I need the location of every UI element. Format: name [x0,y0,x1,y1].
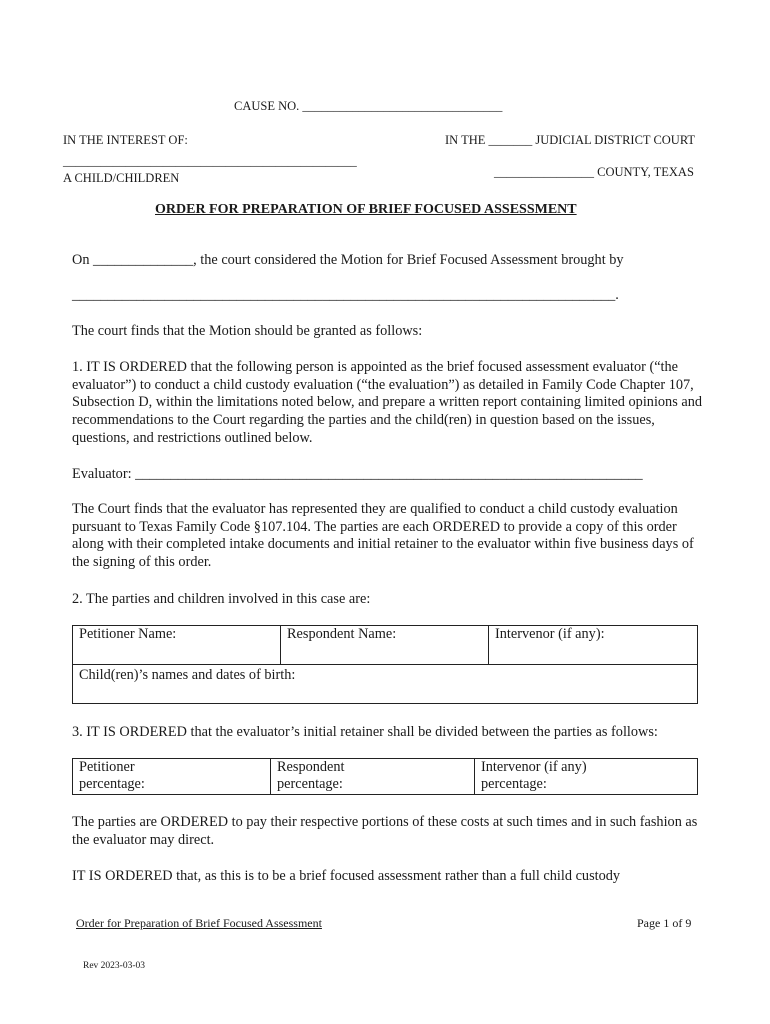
retainer-table [72,758,698,795]
motion-paragraph: On ______________, the court considered the Motion for Brief Focused Assessment brought by [72,252,624,268]
county-line: ________________ COUNTY, TEXAS [494,165,694,179]
findings-intro: The court finds that the Motion should be granted as follows: [72,323,423,339]
evaluator-line: Evaluator: _______________________________________________________________________ [72,466,643,482]
appointment-paragraph: 1. IT IS ORDERED that the following person is appointed as the brief focused assessment evaluator (“the evaluator”) to conduct a child custody evaluation (“the evaluation”) as detailed in Family Code Chapter 107, Subsection D, within the limitations noted below, and prepare a written report containing limited opinions and recommendations to the Court regarding the parties and the child(ren) in question based on the issues, questions, and restrictions outlined below. [72,359,702,446]
children-cell[interactable] [73,665,698,704]
payment-paragraph: The parties are ORDERED to pay their respective portions of these costs at such times and in such fashion as the evaluator may direct. [72,814,698,848]
respondent-name-label: Respondent Name: [287,626,397,642]
petitioner-name-cell[interactable] [73,626,281,665]
petitioner-percentage-sub: percentage: [79,776,145,792]
movant-blank: ____________________________________________________________________________. [72,287,619,303]
intervenor-percentage-cell[interactable] [475,759,698,795]
parties-intro: 2. The parties and children involved in this case are: [72,591,371,607]
court-line: IN THE _______ JUDICIAL DISTRICT COURT [445,133,696,147]
children-label: Child(ren)’s names and dates of birth: [79,667,296,683]
interest-of-label: IN THE INTEREST OF: [63,133,188,147]
parties-table [72,625,698,704]
retainer-paragraph: 3. IT IS ORDERED that the evaluator’s initial retainer shall be divided between the parties as follows: [72,724,658,740]
page-number: Page 1 of 9 [637,916,692,930]
footer-document-title: Order for Preparation of Brief Focused Assessment [76,916,322,930]
child-name-blank: _______________________________________________ [63,154,357,168]
respondent-percentage-label: Respondent [277,759,345,775]
intervenor-percentage-sub: percentage: [481,776,547,792]
assessment-paragraph: IT IS ORDERED that, as this is to be a brief focused assessment rather than a full child custody [72,868,621,884]
qualification-paragraph: The Court finds that the evaluator has represented they are qualified to conduct a child custody evaluation pursuant to Texas Family Code §107.104. The parties are each ORDERED to provide a copy of this order along with their completed intake documents and initial retainer to the evaluator within five business days of the signing of this order. [72,501,694,571]
child-label: A CHILD/CHILDREN [63,171,180,185]
respondent-percentage-cell[interactable] [271,759,475,795]
revision-date: Rev 2023-03-03 [83,961,146,971]
document-title: ORDER FOR PREPARATION OF BRIEF FOCUSED ASSESSMENT [155,202,577,217]
petitioner-percentage-label: Petitioner [79,759,135,775]
intervenor-name-label: Intervenor (if any): [495,626,605,642]
cause-number: CAUSE NO. ________________________________ [234,99,503,113]
petitioner-percentage-cell[interactable] [73,759,271,795]
petitioner-name-label: Petitioner Name: [79,626,177,642]
respondent-name-cell[interactable] [281,626,489,665]
respondent-percentage-sub: percentage: [277,776,343,792]
intervenor-percentage-label: Intervenor (if any) [481,759,587,775]
intervenor-name-cell[interactable] [489,626,698,665]
